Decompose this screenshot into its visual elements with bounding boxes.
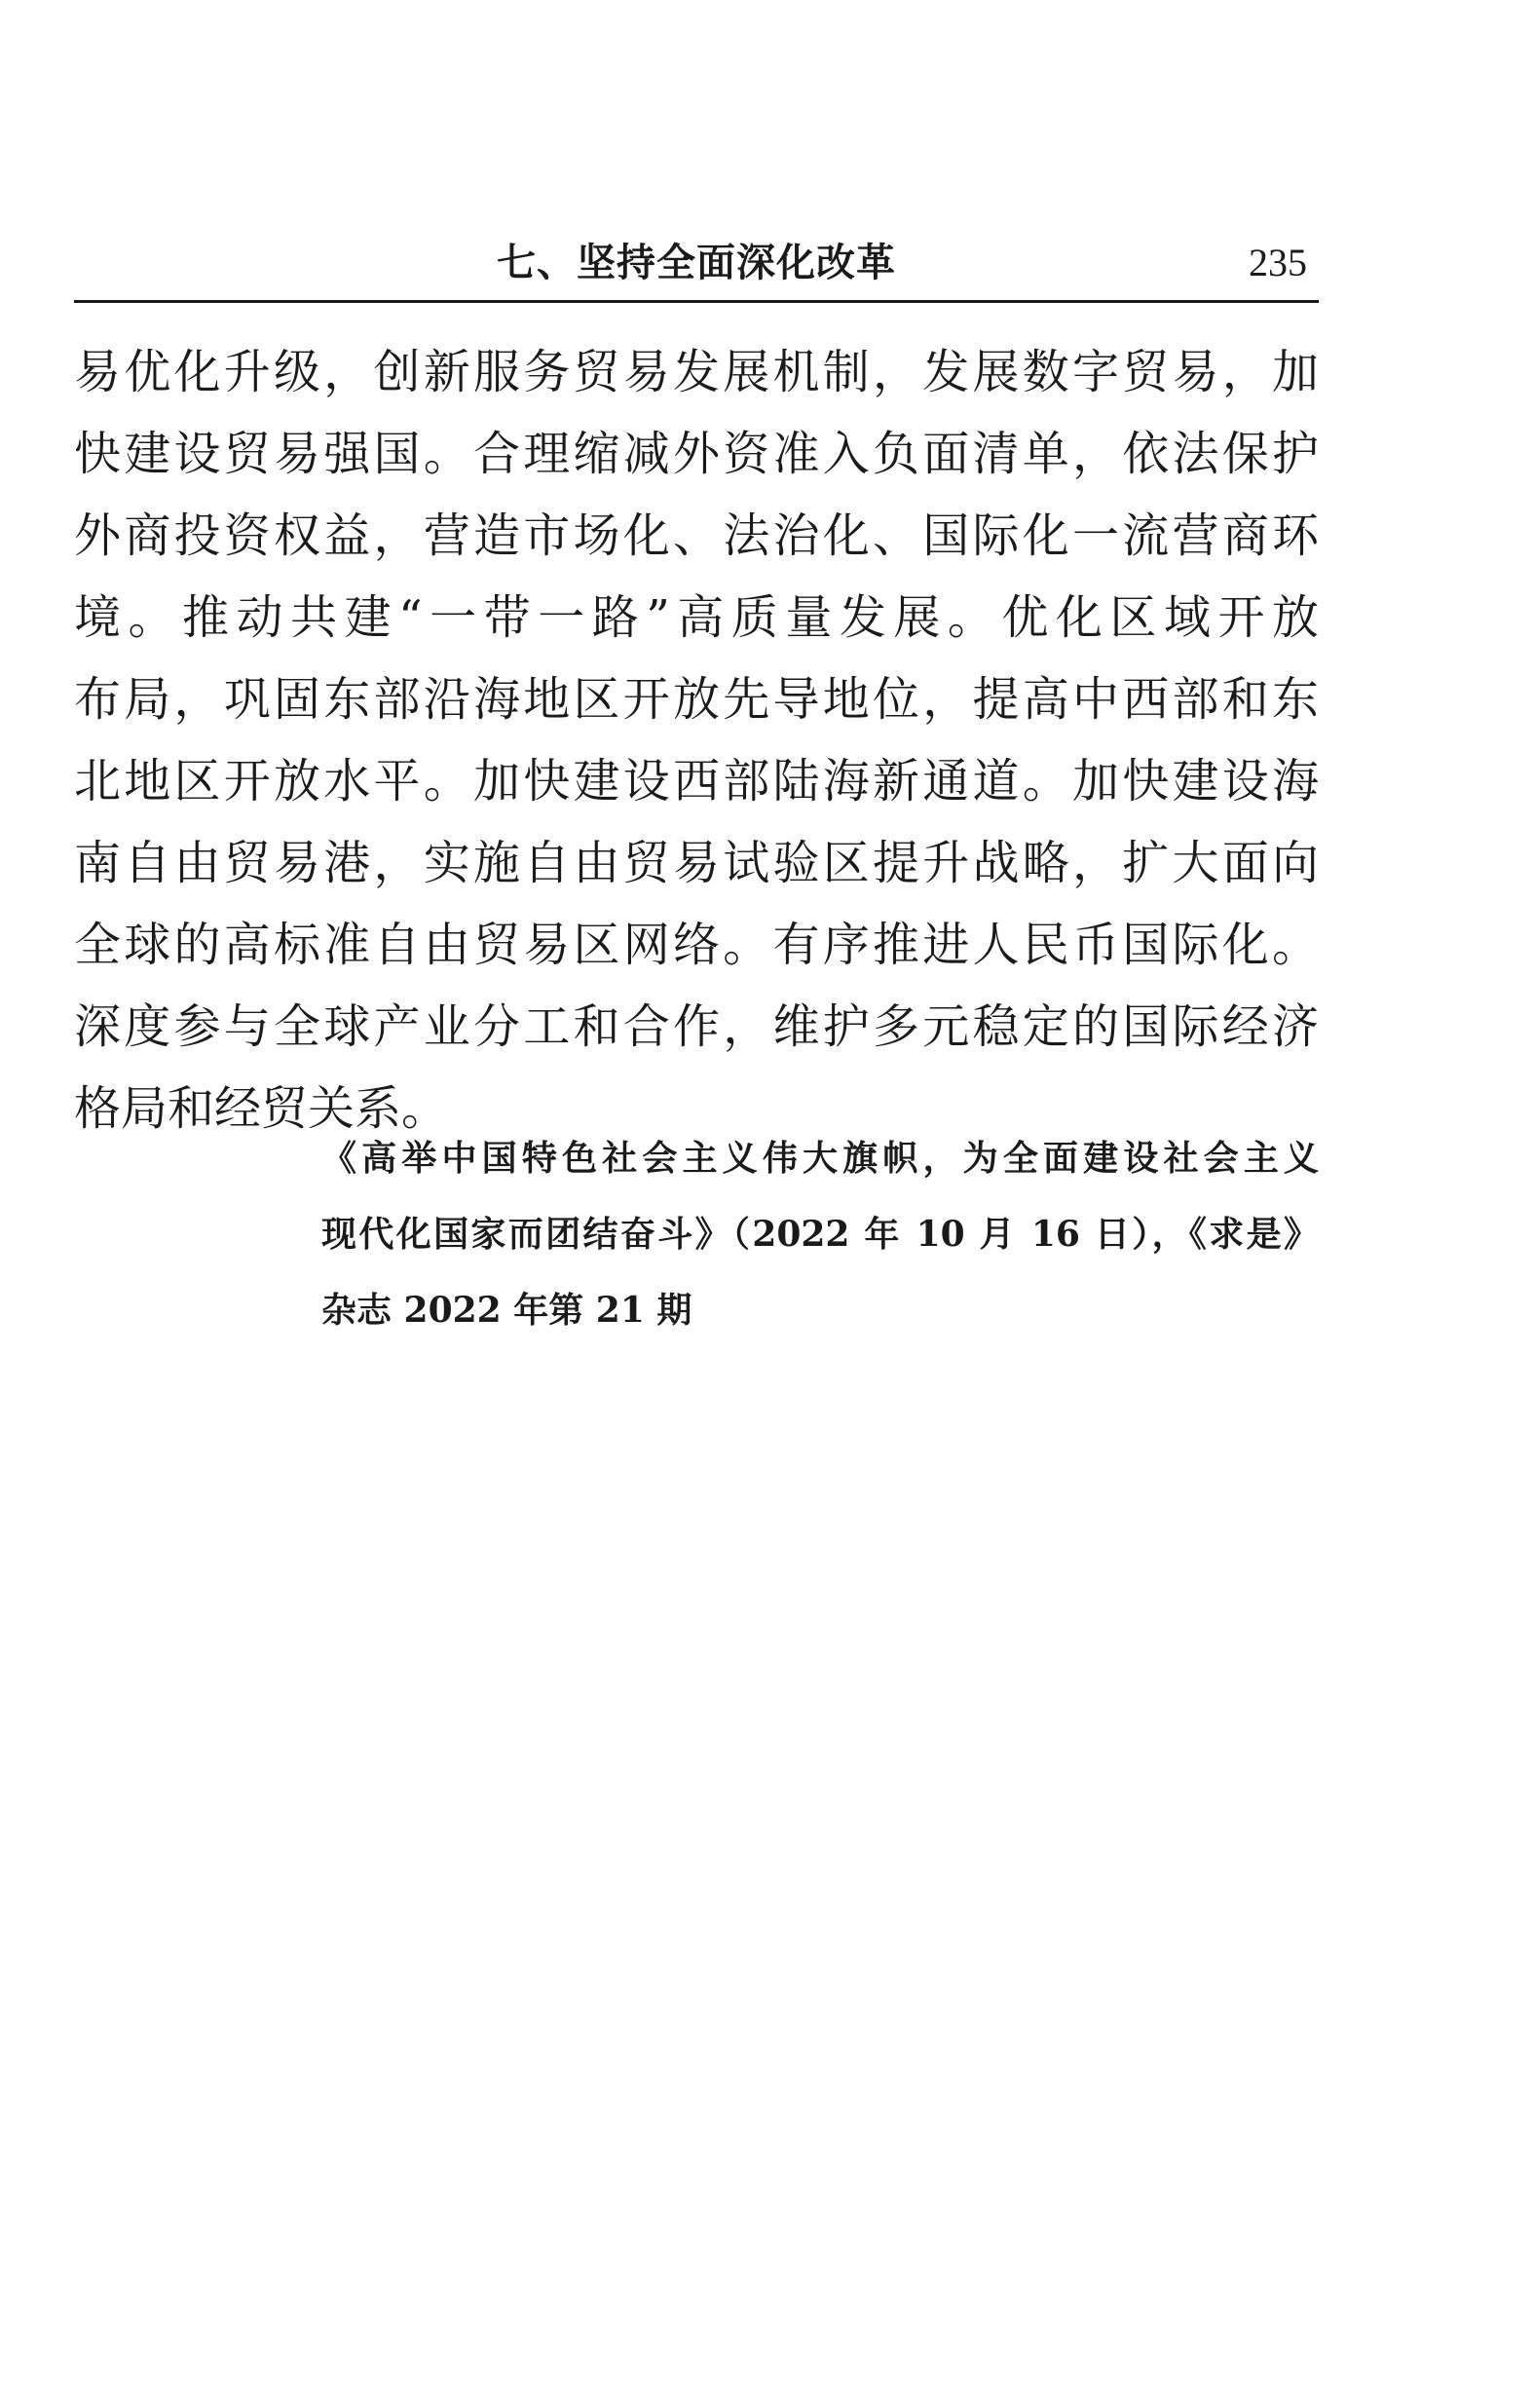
body-line: 境。推动共建“一带一路”高质量发展。优化区域开放 [74,590,1319,645]
header-divider [74,300,1319,303]
body-line: 格局和经贸关系。 [74,1081,449,1136]
body-line: 快建设贸易强国。合理缩减外资准入负面清单，依法保护 [74,427,1319,481]
body-line: 深度参与全球产业分工和合作，维护多元稳定的国际经济 [74,999,1319,1054]
citation-line: 现代化国家而团结奋斗》（2022 年 10 月 16 日），《求是》 [321,1214,1319,1255]
running-head [74,230,1319,298]
body-line: 外商投资权益，营造市场化、法治化、国际化一流营商环 [74,508,1319,563]
chapter-title: 七、坚持全面深化改革 [497,241,896,285]
body-line: 南自由贸易港，实施自由贸易试验区提升战略，扩大面向 [74,836,1319,890]
body-line: 北地区开放水平。加快建设西部陆海新通道。加快建设海 [74,754,1319,809]
citation-line: 杂志 2022 年第 21 期 [321,1290,692,1331]
body-line: 布局，巩固东部沿海地区开放先导地位，提高中西部和东 [74,672,1319,727]
body-paragraph [74,331,1319,1149]
body-line: 全球的高标准自由贸易区网络。有序推进人民币国际化。 [74,918,1319,972]
page-number: 235 [1249,241,1307,284]
body-line: 易优化升级，创新服务贸易发展机制，发展数字贸易，加 [74,345,1319,399]
citation-line: 《高举中国特色社会主义伟大旗帜，为全面建设社会主义 [321,1138,1319,1179]
source-citation [321,1120,1319,1348]
